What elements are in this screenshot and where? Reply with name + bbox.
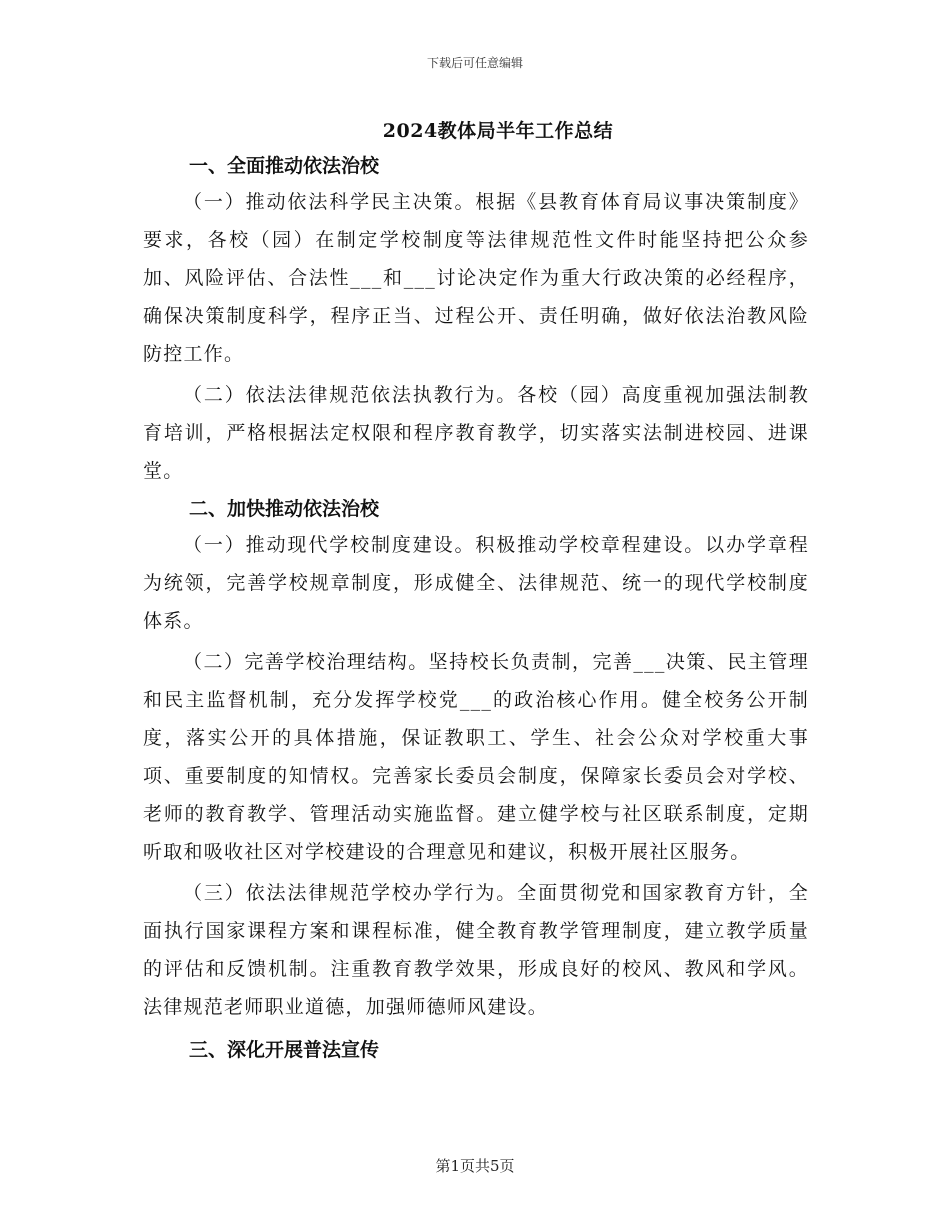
section-3 [143, 1034, 809, 1067]
section-2 [143, 493, 809, 1026]
paragraph: （一）推动依法科学民主决策。根据《县教育体育局议事决策制度》要求，各校（园）在制定学校制度等法律规范性文件时能坚持把公众参加、风险评估、合法性___和___讨论决定作为重大行政决策的必经程序，确保决策制度科学，程序正当、过程公开、责任明确，做好依法治教风险防控工作。 [143, 191, 809, 365]
header-note: 下载后可任意编辑 [426, 56, 523, 70]
paragraph: （二）依法法律规范依法执教行为。各校（园）高度重视加强法制教育培训，严格根据法定权限和程序教育教学，切实落实法制进校园、进课堂。 [143, 384, 809, 482]
section-heading: 一、全面推动依法治校 [189, 155, 380, 177]
paragraph: （三）依法法律规范学校办学行为。全面贯彻党和国家教育方针，全面执行国家课程方案和课程标准，健全教育教学管理制度，建立教学质量的评估和反馈机制。注重教育教学效果，形成良好的校风、教风和学风。法律规范老师职业道德，加强师德师风建设。 [143, 882, 809, 1018]
paragraph: （二）完善学校治理结构。坚持校长负责制，完善___决策、民主管理和民主监督机制，充分发挥学校党___的政治核心作用。健全校务公开制度，落实公开的具体措施，保证教职工、学生、社会公众对学校重大事项、重要制度的知情权。完善家长委员会制度，保障家长委员会对学校、老师的教育教学、管理活动实施监督。建立健学校与社区联系制度，定期听取和吸收社区对学校建设的合理意见和建议，积极开展社区服务。 [143, 651, 809, 863]
document-title: 2024教体局半年工作总结 [382, 120, 614, 142]
section-1 [143, 150, 809, 490]
paragraph: （一）推动现代学校制度建设。积极推动学校章程建设。以办学章程为统领，完善学校规章制度，形成健全、法律规范、统一的现代学校制度体系。 [143, 534, 809, 632]
section-heading: 三、深化开展普法宣传 [189, 1039, 380, 1061]
page-footer: 第1页共5页 [435, 1157, 515, 1175]
document-body [143, 150, 809, 1067]
section-heading: 二、加快推动依法治校 [189, 498, 380, 520]
